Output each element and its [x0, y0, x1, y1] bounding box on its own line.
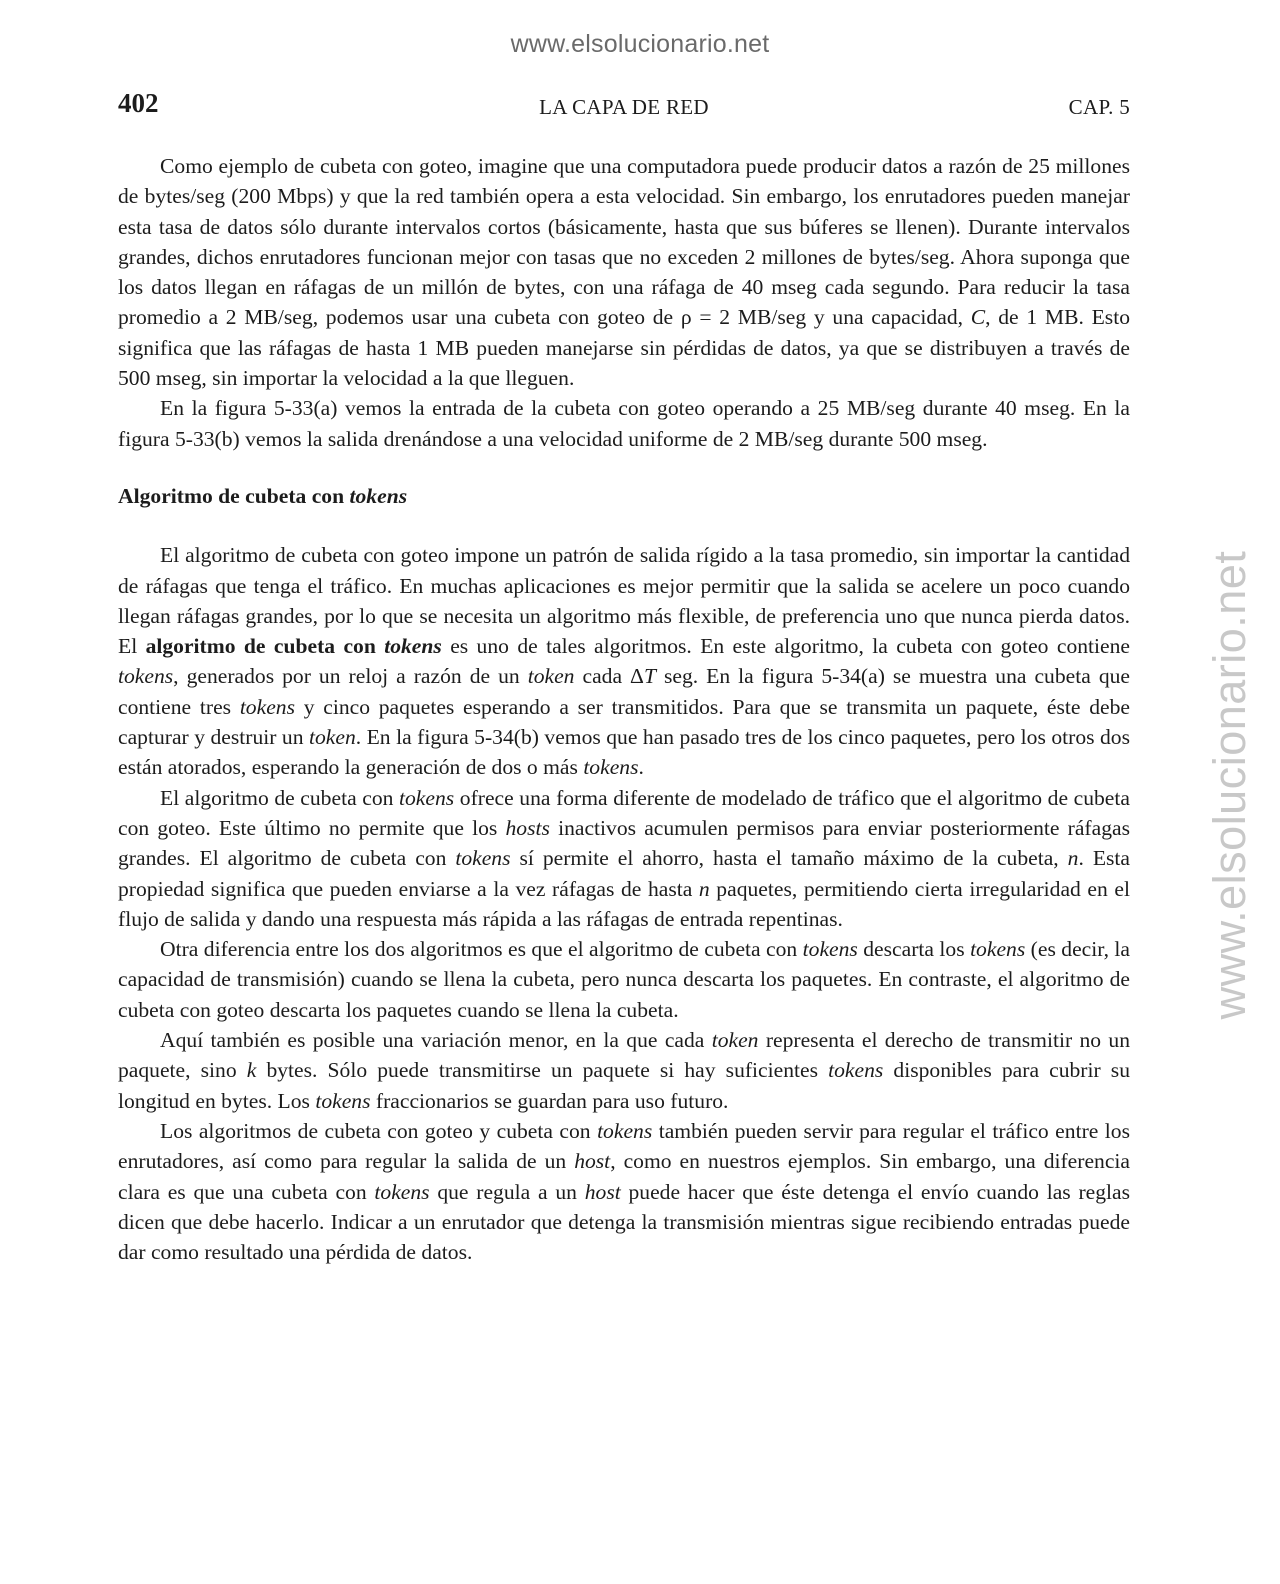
text-run: inactivos acumulen permisos para enviar posteriormente ráfagas grandes. El algoritmo de cubeta con — [118, 815, 1130, 871]
text-run: , generados por un reloj a razón de un — [173, 664, 528, 689]
text-run-italic: n — [1067, 846, 1079, 871]
text-run: En la figura 5-33(a) vemos la entrada de la cubeta con goteo operando a 25 MB/seg durante 40 mseg. En la figura 5-33(b) vemos la salida drenándose a una velocidad uniforme de 2 MB/seg durante 500 mseg. — [118, 396, 1130, 451]
text-run: sí permite el ahorro, hasta el tamaño máximo de la cubeta, — [510, 846, 1068, 871]
text-run: también pueden servir para regular el tráfico entre los enrutadores, así como para regular la salida de un — [118, 1118, 1130, 1174]
text-run-italic: tokens — [315, 1088, 371, 1113]
paragraph-discard-tokens — [118, 934, 1130, 1025]
text-run-italic: T — [643, 664, 656, 689]
paragraph-leaky-bucket-example — [118, 151, 1130, 393]
text-run-italic: tokens — [802, 937, 858, 962]
text-run: , como en nuestros ejemplos. Sin embargo, una diferencia clara es que una cubeta con — [118, 1149, 1131, 1204]
text-run: ofrece una forma diferente de modelado de tráfico que el algoritmo de cubeta con goteo. Este último no permite que los — [118, 785, 1130, 840]
paragraph-variation — [118, 1025, 1130, 1116]
text-run-italic: token — [711, 1028, 759, 1053]
text-run: que regula a un — [429, 1179, 585, 1204]
text-run: . En la figura 5-34(b) vemos que han pasado tres de los cinco paquetes, pero los otros dos están atorados, esperando la generación de dos o más — [118, 725, 1130, 780]
text-run-italic: tokens — [399, 785, 455, 810]
text-run: cada Δ — [574, 664, 644, 689]
text-run: El algoritmo de cubeta con — [160, 785, 400, 810]
paragraph-figure-5-33 — [118, 393, 1130, 454]
chapter-ref: CAP. 5 — [1068, 95, 1130, 119]
paragraph-token-bucket-intro — [118, 540, 1130, 782]
text-run-italic: n — [698, 876, 710, 901]
text-run-italic: hosts — [505, 815, 550, 840]
text-run: , de 1 MB. Esto significa que las ráfagas de hasta 1 MB pueden manejarse sin pérdidas de datos, ya que se distribuyen a través de 500 mseg, sin importar la velocidad a la que lleguen. — [118, 305, 1130, 391]
text-run: fraccionarios se guardan para uso futuro. — [370, 1088, 729, 1113]
paragraph-token-bucket-difference — [118, 783, 1130, 934]
heading-text: Algoritmo de cubeta con — [118, 483, 350, 508]
text-run: Aquí también es posible una variación menor, en la que cada — [160, 1028, 712, 1053]
text-run-italic: token — [527, 664, 575, 689]
text-run-italic: tokens — [239, 694, 295, 719]
text-run-italic: tokens — [970, 937, 1026, 962]
text-run-italic: tokens — [597, 1118, 653, 1143]
text-run-italic: token — [308, 725, 356, 750]
text-run: es uno de tales algoritmos. En este algoritmo, la cubeta con goteo contiene — [441, 634, 1131, 659]
text-run: puede hacer que éste detenga el envío cuando las reglas dicen que debe hacerlo. Indicar a un enrutador que detenga la transmisión mientras sigue recibiendo entradas puede dar como resultado una pérdida de datos. — [118, 1179, 1131, 1265]
text-run: paquetes, permitiendo cierta irregularidad en el flujo de salida y dando una respuesta más rápida a las ráfagas de entrada repentinas. — [118, 876, 1130, 931]
text-run-bold-italic: tokens — [384, 634, 442, 659]
text-run-italic: tokens — [583, 755, 639, 780]
text-run: . — [638, 755, 644, 780]
text-run-italic: k — [246, 1058, 257, 1083]
heading-text-italic: tokens — [349, 483, 408, 508]
running-head — [118, 88, 1130, 128]
text-run: Otra diferencia entre los dos algoritmos es que el algoritmo de cubeta con — [160, 937, 803, 962]
text-run: seg. En la figura 5-34(a) se muestra una cubeta que contiene tres — [118, 664, 1130, 719]
text-run-italic: host — [584, 1179, 621, 1204]
text-run-italic: host — [574, 1149, 611, 1174]
body-text — [118, 151, 1130, 1267]
paragraph-regulating-traffic — [118, 1116, 1130, 1267]
watermark-top: www.elsolucionario.net — [510, 30, 770, 58]
chapter-title: LA CAPA DE RED — [539, 95, 709, 119]
page-number: 402 — [118, 88, 159, 118]
text-run: bytes. Sólo puede transmitirse un paquete si hay suficientes — [256, 1058, 829, 1083]
text-run: disponibles para cubrir su longitud en bytes. Los — [118, 1058, 1130, 1113]
text-run-italic: tokens — [455, 846, 511, 871]
text-run: representa el derecho de transmitir no un paquete, sino — [118, 1028, 1130, 1083]
text-run: El algoritmo de cubeta con goteo impone un patrón de salida rígido a la tasa promedio, sin importar la cantidad de ráfagas que tenga el tráfico. En muchas aplicaciones es mejor permitir que la salida se acelere un poco cuando llegan ráfagas grandes, por lo que se necesita un algoritmo más flexible, de preferencia uno que nunca pierda datos. El — [118, 543, 1130, 659]
text-run: (es decir, la capacidad de transmisión) cuando se llena la cubeta, pero nunca descarta los paquetes. En contraste, el algoritmo de cubeta con goteo descarta los paquetes cuando se llena la cubeta. — [118, 937, 1130, 1022]
text-run-italic: tokens — [828, 1058, 884, 1083]
text-run: y cinco paquetes esperando a ser transmitidos. Para que se transmita un paquete, éste debe capturar y destruir un — [118, 694, 1131, 750]
text-run-italic: C — [970, 305, 986, 330]
text-run: . Esta propiedad significa que pueden enviarse a la vez ráfagas de hasta — [118, 846, 1131, 901]
watermark-side: www.elsolucionario.net — [1204, 550, 1255, 1020]
section-heading — [118, 481, 1130, 511]
text-run: descarta los — [857, 937, 971, 962]
text-run: Los algoritmos de cubeta con goteo y cubeta con — [160, 1118, 598, 1143]
text-run-italic: tokens — [374, 1179, 430, 1204]
text-run-bold: algoritmo de cubeta con — [145, 634, 385, 659]
text-run-italic: tokens — [118, 664, 174, 689]
text-run: Como ejemplo de cubeta con goteo, imagine que una computadora puede producir datos a razón de 25 millones de bytes/seg (200 Mbps) y que la red también opera a esta velocidad. Sin embargo, los enrutadores pueden manejar esta tasa de datos sólo durante intervalos cortos (básicamente, hasta que sus búferes se llenen). Durante intervalos grandes, dichos enrutadores funcionan mejor con tasas que no exceden 2 millones de bytes/seg. Ahora suponga que los datos llegan en ráfagas de un millón de bytes, con una ráfaga de 40 mseg cada segundo. Para reducir la tasa promedio a 2 MB/seg, podemos usar una cubeta con goteo de ρ = 2 MB/seg y una capacidad, — [118, 154, 1130, 330]
